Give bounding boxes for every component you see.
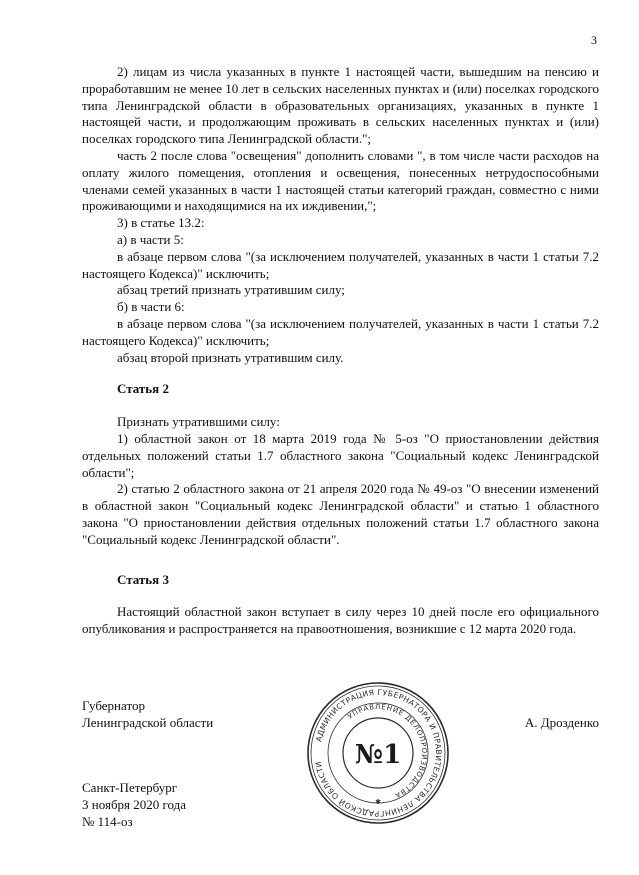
paragraph: в абзаце первом слова "(за исключением получателей, указанных в части 1 статьи 7.2 настоящего Кодекса)" исключить; — [82, 248, 599, 281]
issuance-date: 3 ноября 2020 года — [82, 797, 187, 812]
signatory-name: А. Дрозденко — [524, 715, 599, 730]
law-number: № 114-оз — [82, 814, 133, 829]
page-number: 3 — [591, 33, 597, 47]
paragraph: 3) в статье 13.2: — [117, 215, 205, 231]
paragraph: 1) областной закон от 18 марта 2019 года № 5-оз "О приостановлении действия отдельных положений статьи 1.7 областного закона "Социальный кодекс Ленинградской области"; — [82, 430, 599, 480]
seal-number: №1 — [354, 740, 402, 770]
signatory-position — [82, 697, 213, 731]
position-line: Губернатор — [82, 698, 145, 713]
seal-graphic — [304, 680, 452, 826]
document-body — [82, 64, 599, 638]
paragraph: 2) лицам из числа указанных в пункте 1 настоящей части, вышедшим на пенсию и проработавшим не менее 10 лет в сельских населенных пунктах и (или) поселках городского типа Ленинградской области в образовательных организациях, указанных в пункте 1 настоящей части, и продолжающим проживать в сельских населенных пунктах и (или) поселках городского типа Ленинградской области."; — [82, 64, 599, 147]
paragraph: б) в части 6: — [117, 299, 185, 315]
article-2-heading: Статья 2 — [117, 381, 169, 397]
paragraph: часть 2 после слова "освещения" дополнить словами ", в том числе части расходов на оплату жилого помещения, отопления и освещения, понесенных нетрудоспособными членами семей указанных в части 1 настоящей статьи категорий граждан, совместно с ними проживающими и находящимися на их иждивении,"; — [82, 147, 599, 214]
issuance-city: Санкт-Петербург — [82, 780, 178, 795]
paragraph: а) в части 5: — [117, 231, 184, 247]
seal-inner-text: УПРАВЛЕНИЕ ДЕЛОПРОИЗВОДСТВА — [346, 702, 429, 800]
position-line: Ленинградской области — [82, 715, 214, 730]
paragraph: в абзаце первом слова "(за исключением получателей, указанных в части 1 статьи 7.2 настоящего Кодекса)" исключить; — [82, 315, 599, 348]
paragraph: абзац второй признать утратившим силу. — [117, 349, 344, 365]
issuance-details — [82, 779, 186, 830]
article-3-heading: Статья 3 — [117, 571, 169, 587]
paragraph: Настоящий областной закон вступает в силу через 10 дней после его официального опубликования и распространяется на правоотношения, возникшие с 12 марта 2020 года. — [82, 604, 599, 637]
paragraph: абзац третий признать утратившим силу; — [117, 282, 345, 298]
paragraph: Признать утратившими силу: — [117, 414, 280, 430]
paragraph: 2) статью 2 областного закона от 21 апреля 2020 года № 49-оз "О внесении изменений в областной закон "Социальный кодекс Ленинградской области" и статью 1 областного закона "О приостановлении действия отдельных положений статьи 1.7 областного закона "Социальный кодекс Ленинградской области". — [82, 481, 599, 547]
official-seal — [304, 680, 452, 826]
seal-star-icon: ✱ — [375, 798, 381, 806]
seal-outer-text: АДМИНИСТРАЦИЯ ГУБЕРНАТОРА И ПРАВИТЕЛЬСТВА ЛЕНИНГРАДСКОЙ ОБЛАСТИ — [313, 687, 444, 819]
